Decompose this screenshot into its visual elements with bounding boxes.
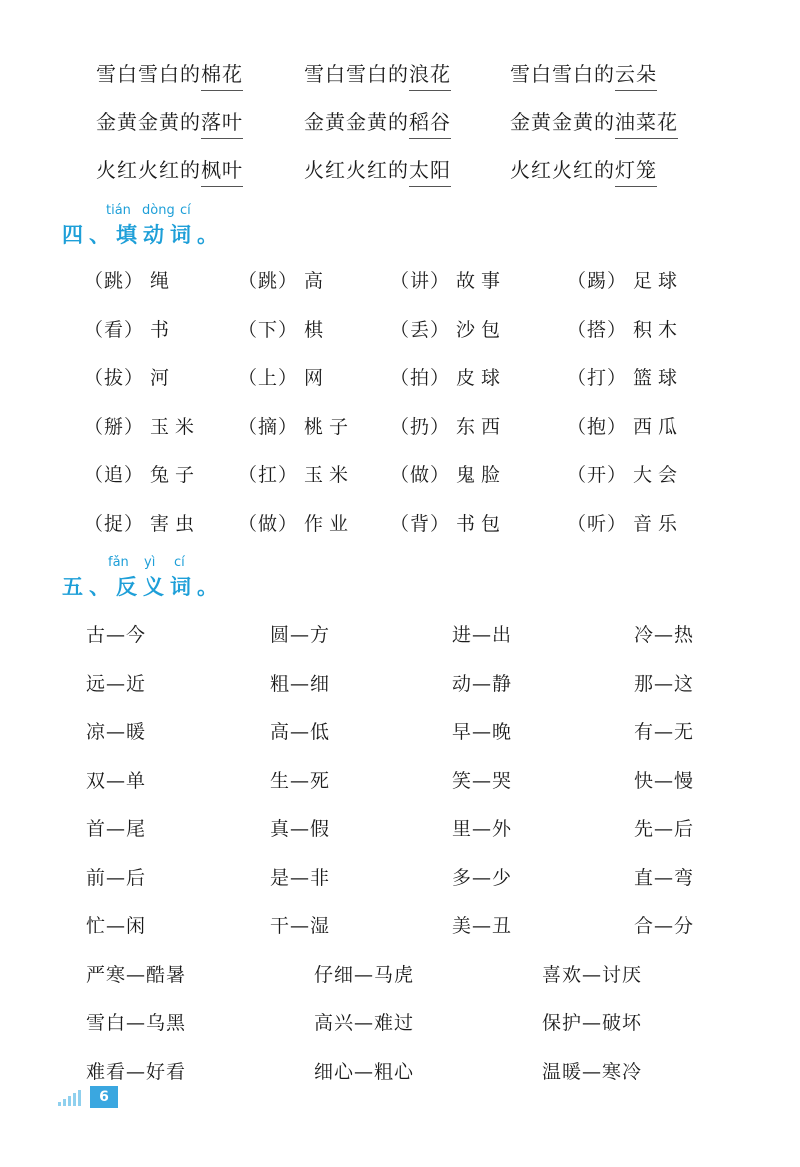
paren-open: （ xyxy=(567,415,588,438)
verb: 做 xyxy=(258,512,279,535)
antonym-pair: 直—弯 xyxy=(634,866,695,889)
verb-item xyxy=(390,266,506,293)
verb: 捉 xyxy=(104,512,125,535)
antonym-pair: 高—低 xyxy=(270,721,331,743)
verb-object: 沙包 xyxy=(456,318,507,341)
paren-close: ） xyxy=(278,415,299,438)
paren-open: （ xyxy=(84,318,105,341)
paren-open: （ xyxy=(238,318,259,341)
antonym-pair: 温暖—寒冷 xyxy=(542,1060,643,1083)
verb-row xyxy=(0,460,800,500)
paren-open: （ xyxy=(238,415,259,438)
phrase-row xyxy=(0,58,800,98)
paren-close: ） xyxy=(124,367,145,389)
verb: 搭 xyxy=(587,318,608,341)
verb-object: 绳 xyxy=(150,270,176,292)
paren-close: ） xyxy=(124,512,145,535)
antonym-pair: 严寒—酷暑 xyxy=(86,963,187,986)
verb-object: 害虫 xyxy=(150,512,201,535)
verb-object: 音乐 xyxy=(633,512,684,535)
verb: 做 xyxy=(410,464,431,486)
verb: 摘 xyxy=(258,415,279,438)
verb-item xyxy=(238,509,354,536)
signal-bars-icon xyxy=(58,1090,88,1106)
antonym-pair: 美—丑 xyxy=(452,915,513,937)
verb: 背 xyxy=(410,512,431,535)
verb-object: 大会 xyxy=(633,464,684,486)
antonym-pair: 里—外 xyxy=(452,818,513,840)
phrase xyxy=(510,58,657,91)
antonym-pair: 细心—粗心 xyxy=(314,1060,415,1083)
verb-object: 东西 xyxy=(456,415,507,438)
verb-item xyxy=(84,509,200,536)
antonym-row xyxy=(0,814,800,854)
antonym-row xyxy=(0,911,800,951)
phrase-prefix: 火红火红的 xyxy=(304,158,409,182)
paren-close: ） xyxy=(607,464,628,486)
antonym-pair: 雪白—乌黑 xyxy=(86,1012,187,1034)
paren-close: ） xyxy=(430,415,451,438)
verb: 看 xyxy=(104,318,125,341)
verb-item xyxy=(390,509,506,536)
paren-open: （ xyxy=(238,270,259,292)
verb: 打 xyxy=(587,367,608,389)
verb: 讲 xyxy=(410,270,431,292)
verb: 抱 xyxy=(587,415,608,438)
verb-object: 鬼脸 xyxy=(456,464,507,486)
paren-close: ） xyxy=(607,512,628,535)
verb-object: 作业 xyxy=(304,512,355,535)
paren-close: ） xyxy=(430,318,451,341)
paren-close: ） xyxy=(124,415,145,438)
antonym-pair: 首—尾 xyxy=(86,818,147,840)
verb-object: 桃子 xyxy=(304,415,355,438)
paren-close: ） xyxy=(607,270,628,292)
phrase xyxy=(510,106,678,139)
phrase-prefix: 雪白雪白的 xyxy=(304,62,409,86)
phrase xyxy=(304,154,451,187)
verb-item xyxy=(238,460,354,487)
phrase-row xyxy=(0,154,800,194)
antonym-pair: 进—出 xyxy=(452,624,513,646)
antonym-row xyxy=(0,620,800,660)
phrase-prefix: 雪白雪白的 xyxy=(96,62,201,86)
antonym-pair: 喜欢—讨厌 xyxy=(542,963,643,986)
verb-item xyxy=(238,266,329,293)
verb: 跳 xyxy=(104,270,125,292)
paren-close: ） xyxy=(278,512,299,535)
verb: 掰 xyxy=(104,415,125,438)
paren-close: ） xyxy=(124,318,145,341)
antonym-pair: 保护—破坏 xyxy=(542,1012,643,1034)
paren-close: ） xyxy=(430,512,451,535)
verb-item xyxy=(390,315,506,342)
verb-row xyxy=(0,363,800,403)
antonym-pair: 双—单 xyxy=(86,769,147,792)
verb-item xyxy=(84,315,175,342)
verb-item xyxy=(567,266,683,293)
antonym-pair: 仔细—马虎 xyxy=(314,963,415,986)
verb-item xyxy=(390,363,506,390)
verb: 扔 xyxy=(410,415,431,438)
antonym-row xyxy=(0,960,800,1000)
section-title: 五、反义词。 xyxy=(62,575,224,599)
paren-open: （ xyxy=(238,464,259,486)
phrase-underlined-noun: 棉花 xyxy=(201,58,243,91)
phrase xyxy=(304,58,451,91)
verb-object: 西瓜 xyxy=(633,415,684,438)
phrase-prefix: 金黄金黄的 xyxy=(304,110,409,134)
antonym-pair: 笑—哭 xyxy=(452,769,513,792)
verb-object: 网 xyxy=(304,367,330,389)
pinyin: fǎn xyxy=(108,555,129,570)
verb-object: 篮球 xyxy=(633,367,684,389)
paren-close: ） xyxy=(607,367,628,389)
verb: 扛 xyxy=(258,464,279,486)
verb-item xyxy=(84,412,200,439)
verb: 拔 xyxy=(104,367,125,389)
paren-close: ） xyxy=(278,367,299,389)
paren-open: （ xyxy=(84,415,105,438)
verb-item xyxy=(567,363,683,390)
verb: 听 xyxy=(587,512,608,535)
paren-close: ） xyxy=(430,464,451,486)
paren-open: （ xyxy=(567,270,588,292)
phrase-prefix: 火红火红的 xyxy=(96,158,201,182)
antonym-row xyxy=(0,863,800,903)
verb-object: 积木 xyxy=(633,318,684,341)
phrase-row xyxy=(0,106,800,146)
phrase-underlined-noun: 云朵 xyxy=(615,58,657,91)
paren-open: （ xyxy=(84,464,105,486)
verb-item xyxy=(567,460,683,487)
paren-open: （ xyxy=(238,512,259,535)
pinyin: cí xyxy=(174,555,185,570)
verb-object: 玉米 xyxy=(150,415,201,438)
verb: 跳 xyxy=(258,270,279,292)
verb: 丢 xyxy=(410,318,431,341)
verb-item xyxy=(238,315,329,342)
verb-item xyxy=(84,460,200,487)
paren-close: ） xyxy=(607,415,628,438)
paren-open: （ xyxy=(390,464,411,486)
paren-open: （ xyxy=(390,415,411,438)
antonym-pair: 合—分 xyxy=(634,915,695,937)
paren-open: （ xyxy=(390,270,411,292)
antonym-pair: 高兴—难过 xyxy=(314,1012,415,1034)
antonym-pair: 先—后 xyxy=(634,818,695,840)
antonym-pair: 冷—热 xyxy=(634,624,695,646)
paren-close: ） xyxy=(278,464,299,486)
paren-close: ） xyxy=(278,318,299,341)
pinyin: yì xyxy=(144,555,156,570)
antonym-pair: 凉—暖 xyxy=(86,721,147,743)
verb-object: 兔子 xyxy=(150,464,201,486)
verb-object: 河 xyxy=(150,367,176,389)
paren-close: ） xyxy=(430,270,451,292)
phrase xyxy=(510,154,657,187)
antonym-pair: 远—近 xyxy=(86,672,147,695)
paren-open: （ xyxy=(84,270,105,292)
verb-object: 棋 xyxy=(304,318,330,341)
antonym-pair: 有—无 xyxy=(634,721,695,743)
paren-close: ） xyxy=(278,270,299,292)
antonym-row xyxy=(0,766,800,806)
pinyin: tián xyxy=(106,203,131,218)
antonym-pair: 古—今 xyxy=(86,624,147,646)
verb-object: 书包 xyxy=(456,512,507,535)
antonym-pair: 粗—细 xyxy=(270,672,331,695)
verb: 下 xyxy=(258,318,279,341)
phrase-prefix: 金黄金黄的 xyxy=(510,110,615,134)
antonym-pair: 圆—方 xyxy=(270,624,331,646)
antonym-pair: 生—死 xyxy=(270,769,331,792)
verb-object: 玉米 xyxy=(304,464,355,486)
phrase-prefix: 火红火红的 xyxy=(510,158,615,182)
paren-open: （ xyxy=(567,367,588,389)
verb-item xyxy=(238,363,329,390)
antonym-pair: 忙—闲 xyxy=(86,915,147,937)
verb-object: 足球 xyxy=(633,270,684,292)
verb-object: 故事 xyxy=(456,270,507,292)
paren-open: （ xyxy=(567,464,588,486)
verb-item xyxy=(390,460,506,487)
antonym-pair: 那—这 xyxy=(634,672,695,695)
phrase-underlined-noun: 太阳 xyxy=(409,154,451,187)
antonym-pair: 难看—好看 xyxy=(86,1060,187,1083)
paren-open: （ xyxy=(238,367,259,389)
phrase-prefix: 雪白雪白的 xyxy=(510,62,615,86)
verb-item xyxy=(567,315,683,342)
verb-row xyxy=(0,412,800,452)
verb: 踢 xyxy=(587,270,608,292)
antonym-row xyxy=(0,1057,800,1097)
phrase-underlined-noun: 枫叶 xyxy=(201,154,243,187)
antonym-row xyxy=(0,669,800,709)
paren-close: ） xyxy=(124,464,145,486)
verb-item xyxy=(567,412,683,439)
paren-open: （ xyxy=(390,512,411,535)
paren-open: （ xyxy=(567,512,588,535)
verb-row xyxy=(0,509,800,549)
paren-open: （ xyxy=(567,318,588,341)
section-title: 四、填动词。 xyxy=(62,223,224,247)
antonym-pair: 真—假 xyxy=(270,818,331,840)
phrase xyxy=(96,154,243,187)
verb-item xyxy=(567,509,683,536)
verb: 拍 xyxy=(410,367,431,389)
verb-object: 书 xyxy=(150,318,176,341)
pinyin: cí xyxy=(180,203,191,218)
verb-row xyxy=(0,315,800,355)
verb-item xyxy=(238,412,354,439)
paren-open: （ xyxy=(84,512,105,535)
phrase xyxy=(304,106,451,139)
paren-open: （ xyxy=(390,318,411,341)
verb: 追 xyxy=(104,464,125,486)
phrase-underlined-noun: 浪花 xyxy=(409,58,451,91)
phrase-underlined-noun: 灯笼 xyxy=(615,154,657,187)
antonym-pair: 早—晚 xyxy=(452,721,513,743)
verb-item xyxy=(390,412,506,439)
paren-close: ） xyxy=(124,270,145,292)
phrase-prefix: 金黄金黄的 xyxy=(96,110,201,134)
verb: 上 xyxy=(258,367,279,389)
verb: 开 xyxy=(587,464,608,486)
verb-object: 皮球 xyxy=(456,367,507,389)
phrase xyxy=(96,58,243,91)
page-number: 6 xyxy=(90,1086,118,1108)
verb-item xyxy=(84,266,175,293)
paren-open: （ xyxy=(84,367,105,389)
antonym-pair: 前—后 xyxy=(86,866,147,889)
paren-close: ） xyxy=(607,318,628,341)
phrase xyxy=(96,106,243,139)
antonym-row xyxy=(0,717,800,757)
verb-item xyxy=(84,363,175,390)
verb-row xyxy=(0,266,800,306)
antonym-pair: 干—湿 xyxy=(270,915,331,937)
phrase-underlined-noun: 油菜花 xyxy=(615,106,678,139)
antonym-pair: 快—慢 xyxy=(634,769,695,792)
antonym-pair: 动—静 xyxy=(452,672,513,695)
paren-close: ） xyxy=(430,367,451,389)
antonym-row xyxy=(0,1008,800,1048)
antonym-pair: 是—非 xyxy=(270,866,331,889)
antonym-pair: 多—少 xyxy=(452,866,513,889)
phrase-underlined-noun: 稻谷 xyxy=(409,106,451,139)
phrase-underlined-noun: 落叶 xyxy=(201,106,243,139)
paren-open: （ xyxy=(390,367,411,389)
verb-object: 高 xyxy=(304,270,330,292)
pinyin: dòng xyxy=(142,203,175,218)
